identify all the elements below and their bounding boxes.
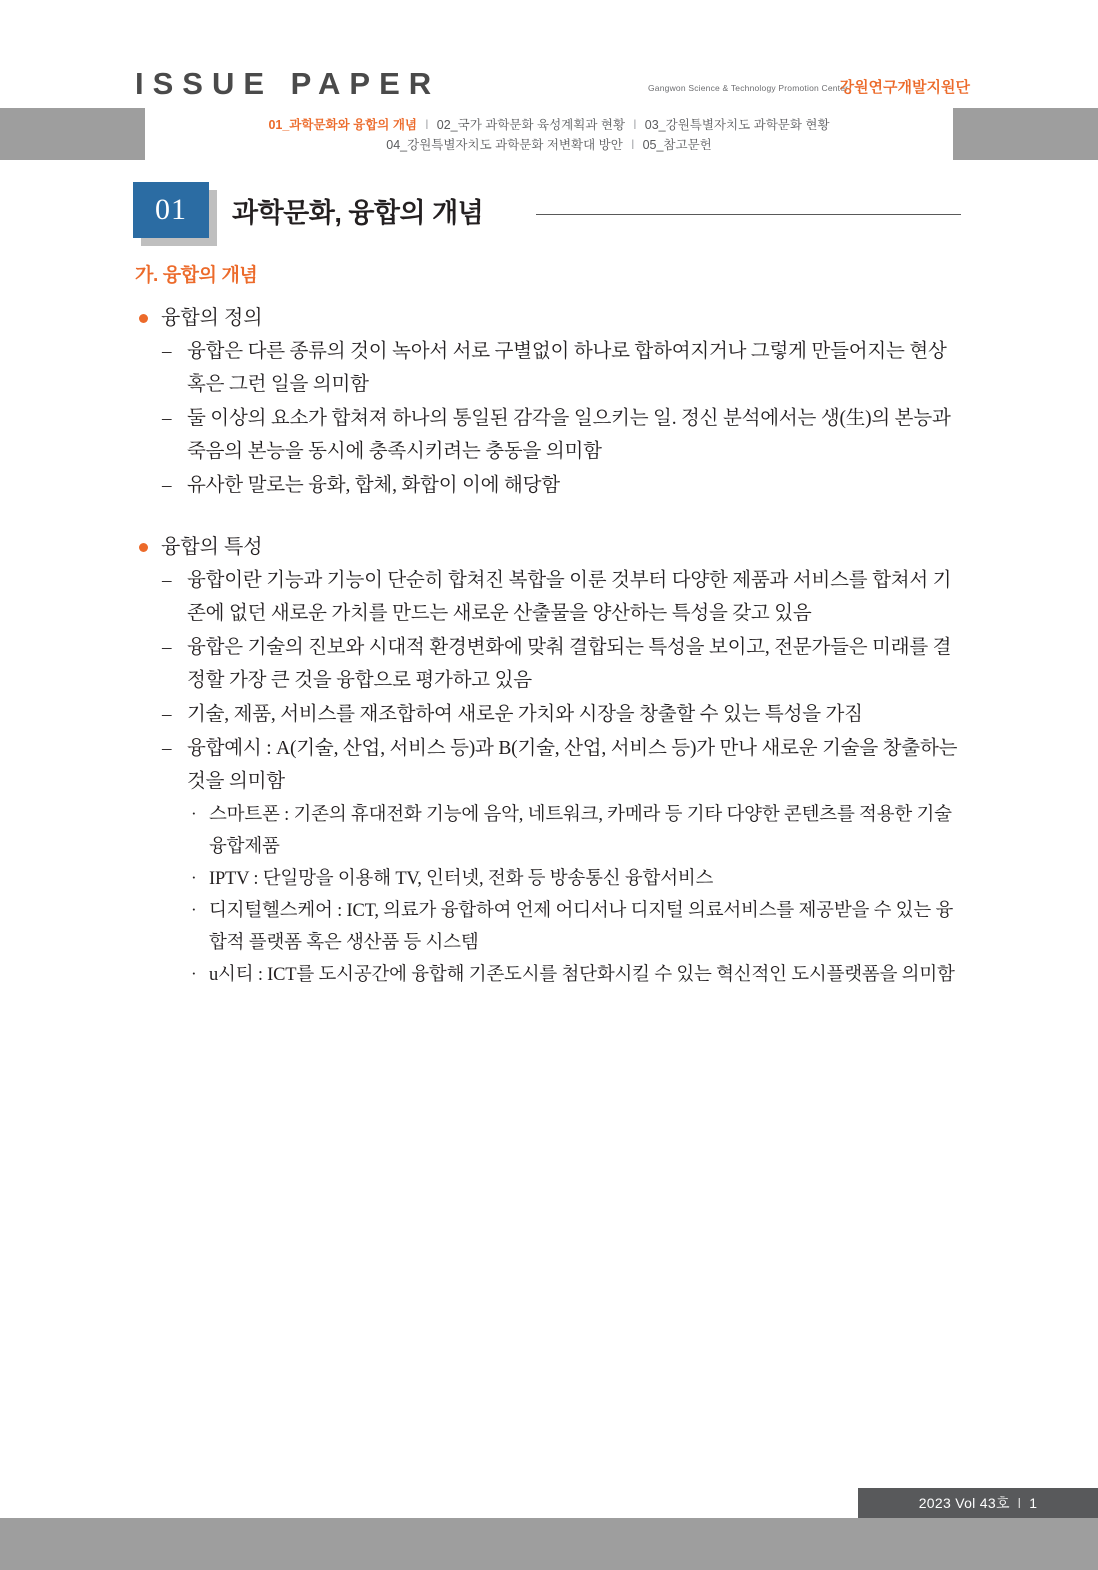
- content-group-list: [135, 303, 968, 991]
- group-item-list: [161, 564, 968, 991]
- list-item: [187, 895, 968, 959]
- chapter-nav-line-1: [145, 115, 953, 135]
- list-item-text: 유사한 말로는 융화, 합체, 화합이 이에 해당함: [187, 475, 560, 496]
- section-number-badge: 01: [133, 182, 209, 238]
- dash-bullet-icon: –: [162, 408, 172, 429]
- group-spacer: [135, 506, 968, 532]
- dash-bullet-icon: –: [162, 637, 172, 658]
- chapter-navigation-inner: [145, 108, 953, 160]
- middle-dot-icon: ·: [191, 900, 197, 919]
- nav-separator-icon: l: [425, 118, 429, 132]
- example-text: 스마트폰 : 기존의 휴대전화 기능에 음악, 네트워크, 카메라 등 기타 다양한 콘텐츠를 적용한 기술 융합제품: [209, 805, 952, 857]
- list-item-text: 융합은 다른 종류의 것이 녹아서 서로 구별없이 하나로 합하여지거나 그렇게 만들어지는 현상 혹은 그런 일을 의미함: [187, 341, 947, 395]
- document-body: [0, 260, 1098, 991]
- nav-separator-icon: l: [631, 138, 635, 152]
- example-text: u시티 : ICT를 도시공간에 융합해 기존도시를 첨단화시킬 수 있는 혁신적인 도시플랫폼을 의미함: [209, 965, 955, 985]
- example-list: [187, 799, 968, 991]
- group-heading: 융합의 정의: [161, 307, 263, 329]
- middle-dot-icon: ·: [191, 868, 197, 887]
- bullet-dot-icon: [139, 314, 148, 323]
- list-item-text: 기술, 제품, 서비스를 재조합하여 새로운 가치와 시장을 창출할 수 있는 특성을 가짐: [187, 704, 863, 725]
- footer-bar: [0, 1518, 1098, 1570]
- nav-item-05[interactable]: 05_참고문헌: [642, 138, 712, 152]
- dash-bullet-icon: –: [162, 738, 172, 759]
- section-divider: [536, 214, 961, 215]
- list-item-text: 융합은 기술의 진보와 시대적 환경변화에 맞춰 결합되는 특성을 보이고, 전문가들은 미래를 결정할 가장 큰 것을 융합으로 평가하고 있음: [187, 637, 952, 691]
- dash-bullet-icon: –: [162, 704, 172, 725]
- dash-bullet-icon: –: [162, 475, 172, 496]
- bullet-dot-icon: [139, 543, 148, 552]
- list-item: [187, 863, 968, 895]
- center-name-english: Gangwon Science & Technology Promotion Center: [648, 83, 849, 93]
- list-item: [161, 564, 968, 630]
- list-item: [135, 532, 968, 991]
- page-number: 1: [1029, 1495, 1038, 1511]
- nav-item-04[interactable]: 04_강원특별자치도 과학문화 저변확대 방안: [386, 138, 623, 152]
- nav-item-03[interactable]: 03_강원특별자치도 과학문화 현황: [644, 118, 830, 132]
- nav-separator-icon: l: [633, 118, 637, 132]
- group-heading: 융합의 특성: [161, 536, 263, 558]
- dash-bullet-icon: –: [162, 341, 172, 362]
- group-item-list: [161, 335, 968, 502]
- page-footer: [0, 1470, 1098, 1570]
- section-header: [0, 182, 1098, 244]
- middle-dot-icon: ·: [191, 964, 197, 983]
- chapter-navigation-bar: [0, 108, 1098, 160]
- list-item: [187, 959, 968, 991]
- footer-issue-page: [858, 1488, 1098, 1518]
- issue-label: 2023 Vol 43호: [918, 1495, 1010, 1511]
- chapter-nav-line-2: [145, 135, 953, 155]
- list-item: [161, 469, 968, 502]
- list-item-text: 융합예시 : A(기술, 산업, 서비스 등)과 B(기술, 산업, 서비스 등)가 만나 새로운 기술을 창출하는 것을 의미함: [187, 738, 958, 792]
- nav-item-02[interactable]: 02_국가 과학문화 육성계획과 현황: [436, 118, 626, 132]
- list-item: [161, 402, 968, 468]
- page-header: [0, 0, 1098, 160]
- dash-bullet-icon: –: [162, 570, 172, 591]
- nav-item-01[interactable]: 01_과학문화와 융합의 개념: [268, 118, 418, 132]
- footer-separator-icon: l: [1017, 1495, 1022, 1511]
- list-item: [135, 303, 968, 502]
- list-item-text: 융합이란 기능과 기능이 단순히 합쳐진 복합을 이룬 것부터 다양한 제품과 서비스를 합쳐서 기존에 없던 새로운 가치를 만드는 새로운 산출물을 양산하는 특성을 갖고 있음: [187, 570, 952, 624]
- middle-dot-icon: ·: [191, 804, 197, 823]
- list-item: [161, 698, 968, 731]
- section-title: 과학문화, 융합의 개념: [232, 198, 484, 228]
- list-item: [161, 335, 968, 401]
- organization-name-korean: 강원연구개발지원단: [839, 79, 970, 96]
- example-text: IPTV : 단일망을 이용해 TV, 인터넷, 전화 등 방송통신 융합서비스: [209, 869, 714, 889]
- subsection-heading: 가. 융합의 개념: [135, 265, 258, 286]
- document-title: ISSUE PAPER: [135, 66, 441, 101]
- list-item: [161, 631, 968, 697]
- list-item: [187, 799, 968, 863]
- list-item: [161, 732, 968, 991]
- list-item-text: 둘 이상의 요소가 합쳐져 하나의 통일된 감각을 일으키는 일. 정신 분석에서는 생(生)의 본능과 죽음의 본능을 동시에 충족시키려는 충동을 의미함: [187, 408, 951, 462]
- example-text: 디지털헬스케어 : ICT, 의료가 융합하여 언제 어디서나 디지털 의료서비스를 제공받을 수 있는 융합적 플랫폼 혹은 생산품 등 시스템: [209, 901, 954, 953]
